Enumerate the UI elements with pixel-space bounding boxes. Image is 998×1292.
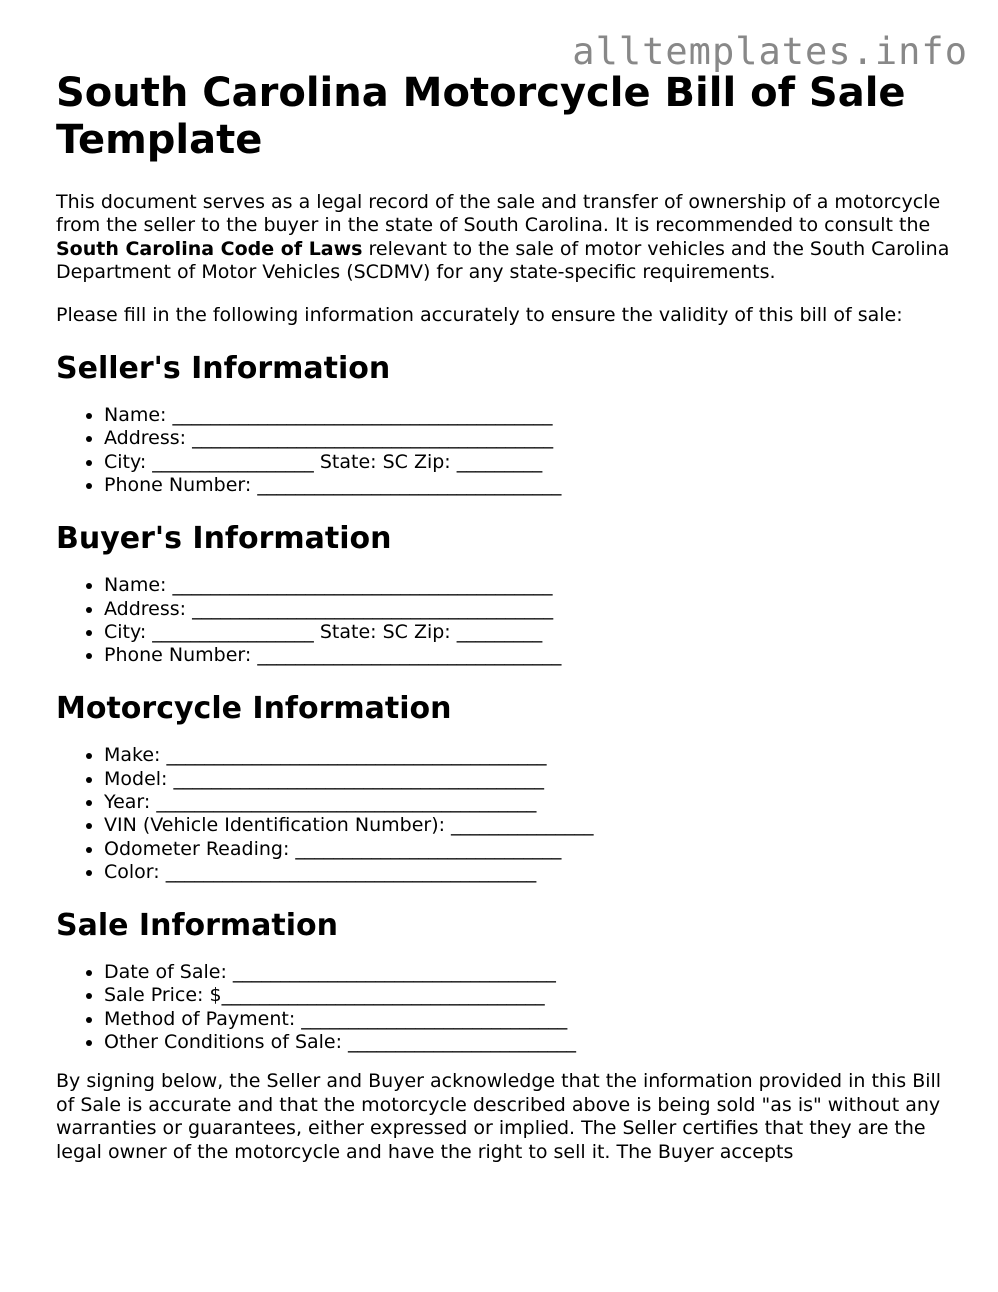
intro-text-after: relevant to the sale of motor vehicles and the South Carolina Department of Motor Vehicles (SCDMV) for any state-specific requirements. <box>56 237 950 284</box>
document-page <box>56 70 956 1183</box>
model-field[interactable]: • Model: _______________________________________ <box>104 768 956 791</box>
sale-heading: Sale Information <box>56 908 338 944</box>
acknowledgement-paragraph: By signing below, the Seller and Buyer acknowledge that the information provided in this Bill of Sale is accurate and that the motorcycle described above is being sold "as is" without any warranties or guarantees, either expressed or implied. The Seller certifies that they are the legal owner of the motorcycle and have the right to sell it. The Buyer accepts <box>56 1070 942 1163</box>
buyer-heading: Buyer's Information <box>56 521 392 557</box>
seller-heading: Seller's Information <box>56 351 391 387</box>
odometer-field[interactable]: • Odometer Reading: ____________________________ <box>104 838 956 861</box>
color-field[interactable]: • Color: _______________________________________ <box>104 861 956 884</box>
buyer-city-state-zip-field[interactable]: • City: _________________ State: SC Zip: _________ <box>104 621 956 644</box>
intro-bold-link: South Carolina Code of Laws <box>56 237 363 260</box>
sale-list <box>56 961 956 1054</box>
seller-name-field[interactable]: • Name: ________________________________________ <box>104 404 956 427</box>
sale-price-field[interactable]: • Sale Price: $__________________________________ <box>104 984 956 1007</box>
seller-phone-field[interactable]: • Phone Number: ________________________________ <box>104 474 956 497</box>
motorcycle-heading: Motorcycle Information <box>56 691 452 727</box>
intro-paragraph <box>56 191 956 285</box>
buyer-list <box>56 574 956 667</box>
make-field[interactable]: • Make: ________________________________________ <box>104 744 956 767</box>
seller-address-field[interactable]: • Address: ______________________________________ <box>104 427 956 450</box>
seller-city-state-zip-field[interactable]: • City: _________________ State: SC Zip: _________ <box>104 451 956 474</box>
year-field[interactable]: • Year: ________________________________________ <box>104 791 956 814</box>
payment-method-field[interactable]: • Method of Payment: ____________________________ <box>104 1008 956 1031</box>
other-conditions-field[interactable]: • Other Conditions of Sale: ________________________ <box>104 1031 956 1054</box>
vin-field[interactable]: • VIN (Vehicle Identification Number): _______________ <box>104 814 956 837</box>
date-of-sale-field[interactable]: • Date of Sale: __________________________________ <box>104 961 956 984</box>
motorcycle-list <box>56 744 956 884</box>
page-title: South Carolina Motorcycle Bill of Sale Template <box>56 70 906 163</box>
buyer-name-field[interactable]: • Name: ________________________________________ <box>104 574 956 597</box>
instruction-paragraph: Please fill in the following information accurately to ensure the validity of this bill of sale: <box>56 303 903 326</box>
buyer-address-field[interactable]: • Address: ______________________________________ <box>104 598 956 621</box>
watermark: alltemplates.info <box>572 30 968 73</box>
buyer-phone-field[interactable]: • Phone Number: ________________________________ <box>104 644 956 667</box>
intro-text-before: This document serves as a legal record of the sale and transfer of ownership of a motorcycle from the seller to the buyer in the state of South Carolina. It is recommended to consult the <box>56 191 941 237</box>
seller-list <box>56 404 956 497</box>
